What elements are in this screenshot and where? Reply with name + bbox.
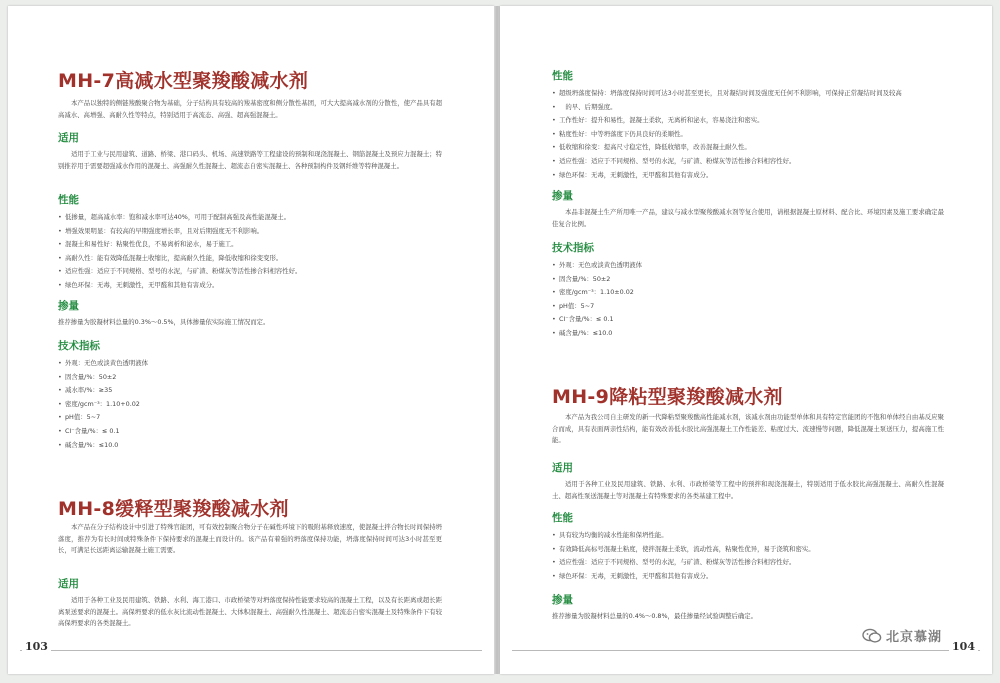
list-item: • 绿色环保：无毒，无刺激性，无甲醛和其他有害成分。 [552, 570, 944, 584]
right-page [500, 6, 992, 674]
list-item: • 高耐久性：能有效降低混凝土收缩比，提高耐久性能，降低收缩和徐变变形。 [58, 252, 442, 266]
mh7-title: MH-7高减水型聚羧酸减水剂 [58, 70, 309, 92]
list-item: • pH值：5~7 [58, 411, 442, 425]
mh8-title: MH-8缓释型聚羧酸减水剂 [58, 498, 289, 520]
mh8-dosage-text: 本品非混凝土生产所用唯一产品，建议与减水型聚羧酸减水剂等复合使用，请根据混凝土原材料、配合比、环境因素及施工要求确定最佳复合比例。 [552, 208, 944, 228]
list-item: • 工作性好：提升和易性，混凝土柔软，无离析和泌水，容易浇注和密实。 [552, 114, 944, 128]
mh7-dosage-section [58, 298, 442, 329]
list-item: • 低收缩和徐变：提高尺寸稳定性，降低收缩率，改善混凝土耐久性。 [552, 141, 944, 155]
mh9-dosage-heading: 掺量 [552, 594, 573, 606]
list-item: • 碱含量/%：≤10.0 [552, 327, 944, 341]
list-item: • 碱含量/%：≤10.0 [58, 439, 442, 453]
list-item: • 适应性强：适应于不同规格、型号的水泥，与矿渣、粉煤灰等活性掺合料相容性好。 [58, 265, 442, 279]
page-number: 104 [949, 640, 978, 653]
list-item: • 减水率/%：≥35 [58, 384, 442, 398]
left-page [8, 6, 494, 674]
list-item: • 的早、后期强度。 [552, 101, 944, 115]
mh9-dosage-section [552, 592, 944, 623]
wechat-icon [862, 628, 882, 644]
list-item: • 适应性强：适应于不同规格、型号的水泥，与矿渣、粉煤灰等活性掺合料相容性好。 [552, 556, 944, 570]
mh7-use-text: 适用于工业与民用建筑、道路、桥梁、港口码头、机场、高速铁路等工程建设的预制和现浇混凝土、钢筋混凝土及预应力混凝土；特别推荐用于需要超强减水作用的混凝土、高强耐久性混凝土、超流态自密实混凝土、各种预制构件及钢纤维等特种混凝土。 [58, 150, 442, 170]
list-item: • pH值：5~7 [552, 300, 944, 314]
footer-rule [20, 650, 482, 651]
list-item: • 超级坍落度保持：坍落度保持时间可达3小时甚至更长，且对凝结时间及强度无任何不利影响，可保持正常凝结时间及较高 [552, 87, 944, 101]
mh8-use-heading: 适用 [58, 578, 79, 590]
mh9-perf-list [552, 529, 944, 583]
mh8-perf-section [552, 68, 944, 182]
mh7-use-section [58, 130, 442, 172]
list-item: • 外观：无色或淡黄色透明液体 [552, 259, 944, 273]
list-item: • 混凝土和易性好：粘聚性优良，不易离析和泌水，易于施工。 [58, 238, 442, 252]
mh7-dosage-heading: 掺量 [58, 300, 79, 312]
list-item: • Cl⁻含量/%：≤ 0.1 [552, 313, 944, 327]
mh7-perf-heading: 性能 [58, 194, 79, 206]
mh7-spec-list [58, 357, 442, 452]
list-item: • 低掺量，超高减水率：饱和减水率可达40%，可用于配制高强及高性能混凝土。 [58, 211, 442, 225]
mh8-use-text: 适用于各种工业及民用建筑、铁路、水利、海工港口、市政桥梁等对坍落度保持性能要求较高的混凝土工程，以及有长距离或超长距离泵送要求的混凝土。高保坍要求的低水灰比流动性混凝土、大体积混凝土、高强耐久性混凝土、超流态自密实混凝土及特殊条件下有较高保坍要求的各类混凝土。 [58, 596, 442, 627]
list-item: • Cl⁻含量/%：≤ 0.1 [58, 425, 442, 439]
watermark-text: 北京慕湖 [885, 630, 942, 645]
mh7-intro: 本产品以独特的侧链羧酸聚合物为基础，分子结构具有较高的羧基密度和侧分散性基团，可大大提高减水剂的分散性，使产品具有超高减水、高增强、高耐久性等特点，特别适用于高流态、高强、超高强混凝土。 [58, 99, 442, 119]
mh8-perf-heading: 性能 [552, 70, 573, 82]
list-item: • 密度/gcm⁻³：1.10+0.02 [58, 398, 442, 412]
list-item: • 固含量/%：50±2 [552, 273, 944, 287]
list-item: • 粘度性好：中等坍落度下仍具良好的柔顺性。 [552, 128, 944, 142]
list-item: • 密度/gcm⁻³：1.10±0.02 [552, 286, 944, 300]
list-item: • 固含量/%：50±2 [58, 371, 442, 385]
mh7-perf-section [58, 192, 442, 293]
mh8-use-section [58, 576, 442, 630]
watermark [862, 626, 942, 645]
mh9-use-heading: 适用 [552, 462, 573, 474]
mh9-use-text: 适用于各种工业及民用建筑、铁路、水利、市政桥梁等工程中的预拌和现浇混凝土，特别适用于低水胶比高强混凝土、高耐久性混凝土、超高性泵送混凝土等对混凝土有特殊要求的各类基建工程中。 [552, 480, 944, 500]
mh7-use-heading: 适用 [58, 132, 79, 144]
mh7-perf-list [58, 211, 442, 293]
mh8-dosage-heading: 掺量 [552, 190, 573, 202]
mh7-spec-section [58, 338, 442, 452]
mh9-use-section [552, 460, 944, 502]
mh8-intro-section [58, 522, 442, 557]
footer-rule [512, 650, 980, 651]
list-item: • 绿色环保：无毒，无刺激性，无甲醛和其他有害成分。 [552, 169, 944, 183]
mh7-intro-section [58, 98, 442, 121]
mh9-perf-section [552, 510, 944, 583]
mh9-intro: 本产品为我公司自主研发的新一代降粘型聚羧酸高性能减水剂，该减水剂由功能型单体和具有特定官能团的不饱和单体经自由基反应聚合而成，具有表面两亲性结构，能有效改善低水胶比高强混凝土工作性能差、粘度过大、流速慢等问题，降低混凝土泵送压力，提高施工性能。 [552, 413, 944, 444]
page-number: 103 [22, 640, 51, 653]
mh9-perf-heading: 性能 [552, 512, 573, 524]
list-item: • 增强效果明显：有较高的早期强度增长率，且对后期强度无不利影响。 [58, 225, 442, 239]
mh9-intro-section [552, 412, 944, 447]
mh9-dosage-text: 推荐掺量为胶凝材料总量的0.4%～0.8%，最佳掺量经试验调整后确定。 [552, 612, 758, 620]
list-item: • 绿色环保：无毒，无刺激性，无甲醛和其他有害成分。 [58, 279, 442, 293]
list-item: • 适应性强：适应于不同规格、型号的水泥，与矿渣、粉煤灰等活性掺合料相容性好。 [552, 155, 944, 169]
list-item: • 有效降低高标号混凝土粘度，使拌混凝土柔软，流动性高，粘聚性优异，易于浇筑和密实。 [552, 543, 944, 557]
mh8-perf-list [552, 87, 944, 182]
mh7-spec-heading: 技术指标 [58, 340, 100, 352]
mh8-spec-heading: 技术指标 [552, 242, 594, 254]
list-item: • 外观：无色或淡黄色透明液体 [58, 357, 442, 371]
mh9-title: MH-9降粘型聚羧酸减水剂 [552, 386, 783, 408]
mh8-dosage-section [552, 188, 944, 230]
mh8-intro: 本产品在分子结构设计中引进了特殊官能团，可有效控制聚合物分子在碱性环境下的吸附基释放速度，使混凝土拌合物长时间保持坍落度，推荐为有长时间或特殊条件下保持要求的混凝土而设计的。该产品有着强的坍落度保持功能，坍落度保持时间可达3小时甚至更长，可满足长远距离运输混凝土施工需要。 [58, 523, 442, 554]
list-item: • 具有较为均衡的减水性能和保坍性能。 [552, 529, 944, 543]
mh8-spec-list [552, 259, 944, 341]
mh8-spec-section [552, 240, 944, 341]
mh7-dosage-text: 推荐掺量为胶凝材料总量的0.3%～0.5%，具体掺量依实际施工情况而定。 [58, 318, 270, 326]
